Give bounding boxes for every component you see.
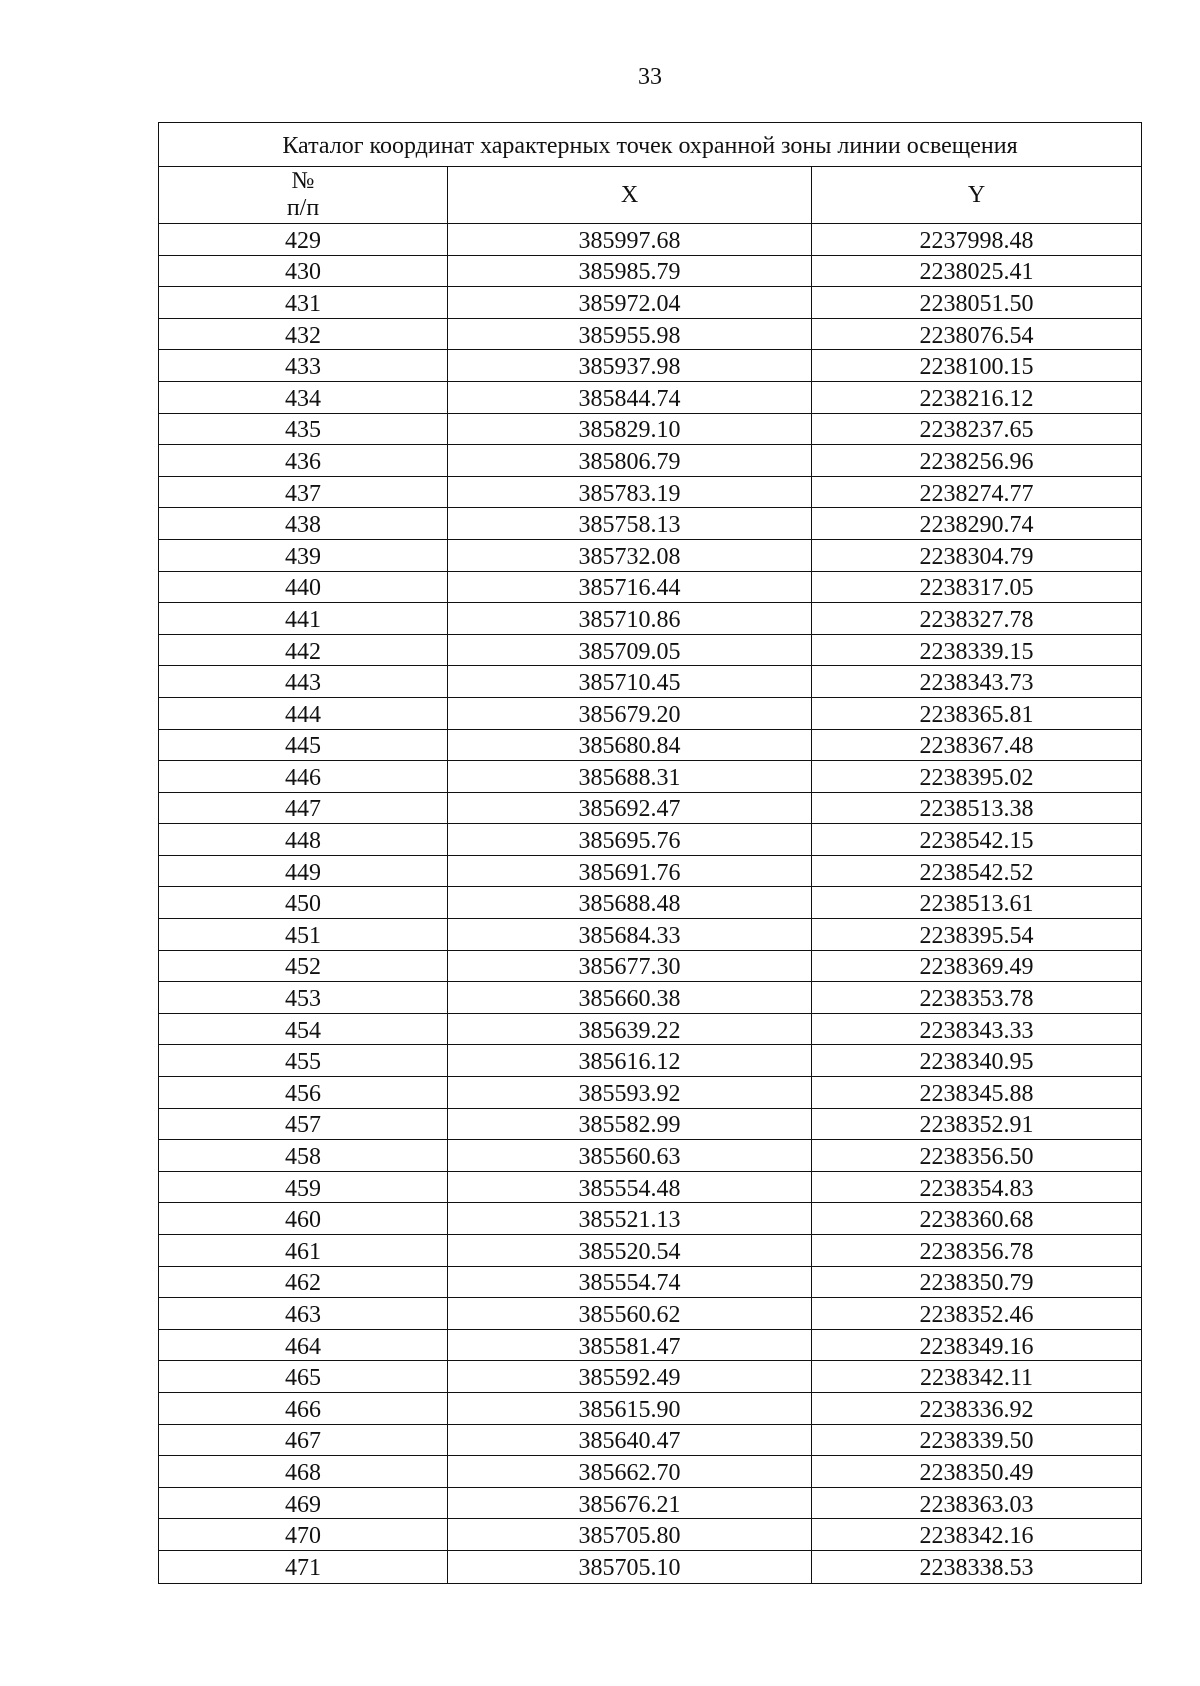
cell-number: 439	[159, 540, 448, 571]
table-row	[159, 1045, 1141, 1077]
cell-x: 385680.84	[448, 730, 812, 761]
cell-y: 2238339.15	[919, 638, 1034, 665]
cell-x: 385676.21	[448, 1488, 812, 1519]
table-row	[159, 1551, 1141, 1583]
cell-number: 467	[159, 1425, 448, 1456]
cell-y: 2238356.78	[919, 1238, 1034, 1265]
cell-number: 448	[159, 824, 448, 855]
cell-x: 385705.80	[448, 1519, 812, 1550]
cell-x: 385691.76	[448, 856, 812, 887]
cell-number: 440	[159, 572, 448, 603]
table-row	[159, 856, 1141, 888]
cell-x: 385582.99	[448, 1109, 812, 1140]
cell-y: 2238216.12	[919, 385, 1034, 412]
table-row	[159, 1519, 1141, 1551]
cell-x: 385521.13	[448, 1203, 812, 1234]
cell-y: 2238317.05	[919, 575, 1034, 602]
cell-x: 385783.19	[448, 477, 812, 508]
table-row	[159, 508, 1141, 540]
cell-x: 385593.92	[448, 1077, 812, 1108]
cell-x: 385639.22	[448, 1014, 812, 1045]
cell-number: 465	[159, 1361, 448, 1392]
cell-number: 431	[159, 287, 448, 318]
table-row	[159, 1393, 1141, 1425]
cell-y: 2238542.52	[919, 859, 1034, 886]
table-body	[159, 224, 1141, 1583]
table-row	[159, 572, 1141, 604]
table-row	[159, 603, 1141, 635]
cell-y: 2238274.77	[919, 480, 1034, 507]
cell-y: 2238343.33	[919, 1017, 1034, 1044]
cell-x: 385710.86	[448, 603, 812, 634]
cell-number: 449	[159, 856, 448, 887]
cell-x: 385692.47	[448, 793, 812, 824]
cell-number: 434	[159, 382, 448, 413]
cell-number: 454	[159, 1014, 448, 1045]
cell-y: 2238513.38	[919, 796, 1034, 823]
cell-number: 430	[159, 256, 448, 287]
table-row	[159, 1361, 1141, 1393]
cell-x: 385616.12	[448, 1045, 812, 1076]
cell-x: 385985.79	[448, 256, 812, 287]
table-row	[159, 1330, 1141, 1362]
cell-y: 2238367.48	[919, 733, 1034, 760]
cell-number: 468	[159, 1456, 448, 1487]
table-row	[159, 1109, 1141, 1141]
table-row	[159, 1298, 1141, 1330]
cell-y: 2238365.81	[919, 701, 1034, 728]
cell-x: 385955.98	[448, 319, 812, 350]
cell-x: 385695.76	[448, 824, 812, 855]
cell-number: 456	[159, 1077, 448, 1108]
cell-number: 470	[159, 1519, 448, 1550]
cell-y: 2238025.41	[919, 259, 1034, 286]
cell-y: 2238363.03	[919, 1491, 1034, 1518]
table-row	[159, 730, 1141, 762]
cell-y: 2238353.78	[919, 986, 1034, 1013]
cell-x: 385560.63	[448, 1140, 812, 1171]
cell-x: 385709.05	[448, 635, 812, 666]
table-row	[159, 761, 1141, 793]
table-row	[159, 635, 1141, 667]
cell-y: 2238304.79	[919, 543, 1034, 570]
table-row	[159, 1488, 1141, 1520]
table-row	[159, 382, 1141, 414]
cell-y: 2238338.53	[919, 1555, 1034, 1582]
cell-y: 2238352.91	[919, 1112, 1034, 1139]
cell-x: 385520.54	[448, 1235, 812, 1266]
cell-y: 2238340.95	[919, 1049, 1034, 1076]
table-row	[159, 540, 1141, 572]
cell-x: 385684.33	[448, 919, 812, 950]
cell-number: 436	[159, 445, 448, 476]
cell-y: 2238343.73	[919, 670, 1034, 697]
cell-x: 385662.70	[448, 1456, 812, 1487]
table-row	[159, 1425, 1141, 1457]
header-number-symbol: №	[291, 168, 315, 194]
cell-y: 2238342.16	[919, 1523, 1034, 1550]
header-number-abbr: п/п	[286, 195, 320, 221]
cell-y: 2238360.68	[919, 1207, 1034, 1234]
table-row	[159, 350, 1141, 382]
table-row	[159, 1077, 1141, 1109]
cell-y: 2238100.15	[919, 354, 1034, 381]
table-row	[159, 319, 1141, 351]
cell-x: 385615.90	[448, 1393, 812, 1424]
cell-number: 444	[159, 698, 448, 729]
table-row	[159, 224, 1141, 256]
cell-number: 435	[159, 414, 448, 445]
cell-number: 457	[159, 1109, 448, 1140]
coordinate-table	[158, 122, 1142, 1584]
cell-number: 441	[159, 603, 448, 634]
cell-x: 385806.79	[448, 445, 812, 476]
cell-x: 385560.62	[448, 1298, 812, 1329]
cell-number: 450	[159, 887, 448, 918]
header-cell-y: Y	[967, 182, 986, 208]
cell-number: 429	[159, 224, 448, 255]
cell-number: 466	[159, 1393, 448, 1424]
cell-x: 385688.48	[448, 887, 812, 918]
cell-y: 2238237.65	[919, 417, 1034, 444]
cell-number: 471	[159, 1551, 448, 1583]
cell-number: 451	[159, 919, 448, 950]
cell-number: 446	[159, 761, 448, 792]
cell-number: 458	[159, 1140, 448, 1171]
table-row	[159, 1267, 1141, 1299]
cell-x: 385705.10	[448, 1551, 812, 1583]
header-cell-number	[159, 167, 448, 223]
table-row	[159, 1140, 1141, 1172]
cell-y: 2238349.16	[919, 1333, 1034, 1360]
cell-x: 385688.31	[448, 761, 812, 792]
cell-number: 433	[159, 350, 448, 381]
table-row	[159, 698, 1141, 730]
table-title: Каталог координат характерных точек охранной зоны линии освещения	[159, 123, 1141, 167]
cell-y: 2238350.49	[919, 1459, 1034, 1486]
cell-x: 385677.30	[448, 951, 812, 982]
table-row	[159, 824, 1141, 856]
cell-number: 452	[159, 951, 448, 982]
cell-x: 385937.98	[448, 350, 812, 381]
cell-y: 2238354.83	[919, 1175, 1034, 1202]
cell-y: 2238350.79	[919, 1270, 1034, 1297]
cell-x: 385997.68	[448, 224, 812, 255]
cell-x: 385972.04	[448, 287, 812, 318]
cell-x: 385660.38	[448, 982, 812, 1013]
cell-x: 385732.08	[448, 540, 812, 571]
cell-y: 2238051.50	[919, 290, 1034, 317]
cell-number: 447	[159, 793, 448, 824]
cell-number: 469	[159, 1488, 448, 1519]
cell-y: 2238395.02	[919, 764, 1034, 791]
cell-x: 385581.47	[448, 1330, 812, 1361]
cell-x: 385554.48	[448, 1172, 812, 1203]
cell-x: 385679.20	[448, 698, 812, 729]
cell-number: 432	[159, 319, 448, 350]
table-row	[159, 1203, 1141, 1235]
cell-number: 464	[159, 1330, 448, 1361]
cell-number: 460	[159, 1203, 448, 1234]
table-row	[159, 982, 1141, 1014]
table-row	[159, 1172, 1141, 1204]
cell-y: 2238356.50	[919, 1144, 1034, 1171]
cell-y: 2238290.74	[919, 512, 1034, 539]
cell-x: 385758.13	[448, 508, 812, 539]
cell-y: 2238076.54	[919, 322, 1034, 349]
cell-y: 2237998.48	[919, 227, 1034, 254]
cell-x: 385716.44	[448, 572, 812, 603]
cell-number: 442	[159, 635, 448, 666]
cell-y: 2238369.49	[919, 954, 1034, 981]
table-row	[159, 919, 1141, 951]
page-number: 33	[638, 64, 662, 90]
table-row	[159, 1456, 1141, 1488]
cell-y: 2238336.92	[919, 1396, 1034, 1423]
table-row	[159, 287, 1141, 319]
cell-y: 2238395.54	[919, 922, 1034, 949]
table-header-row	[159, 167, 1141, 224]
table-row	[159, 445, 1141, 477]
table-row	[159, 887, 1141, 919]
table-row	[159, 1235, 1141, 1267]
cell-y: 2238256.96	[919, 448, 1034, 475]
cell-number: 437	[159, 477, 448, 508]
cell-x: 385640.47	[448, 1425, 812, 1456]
cell-x: 385844.74	[448, 382, 812, 413]
cell-x: 385592.49	[448, 1361, 812, 1392]
table-row	[159, 666, 1141, 698]
cell-number: 438	[159, 508, 448, 539]
cell-number: 461	[159, 1235, 448, 1266]
table-row	[159, 1014, 1141, 1046]
cell-y: 2238342.11	[919, 1365, 1034, 1392]
cell-number: 445	[159, 730, 448, 761]
cell-x: 385829.10	[448, 414, 812, 445]
cell-y: 2238513.61	[919, 891, 1034, 918]
cell-number: 463	[159, 1298, 448, 1329]
cell-x: 385710.45	[448, 666, 812, 697]
cell-y: 2238339.50	[919, 1428, 1034, 1455]
cell-number: 455	[159, 1045, 448, 1076]
table-row	[159, 951, 1141, 983]
table-row	[159, 477, 1141, 509]
cell-y: 2238542.15	[919, 828, 1034, 855]
header-cell-x: X	[448, 167, 812, 223]
table-row	[159, 256, 1141, 288]
cell-y: 2238345.88	[919, 1080, 1034, 1107]
cell-y: 2238327.78	[919, 606, 1034, 633]
cell-x: 385554.74	[448, 1267, 812, 1298]
cell-number: 459	[159, 1172, 448, 1203]
cell-y: 2238352.46	[919, 1301, 1034, 1328]
table-row	[159, 793, 1141, 825]
cell-number: 462	[159, 1267, 448, 1298]
cell-number: 443	[159, 666, 448, 697]
table-row	[159, 414, 1141, 446]
cell-number: 453	[159, 982, 448, 1013]
